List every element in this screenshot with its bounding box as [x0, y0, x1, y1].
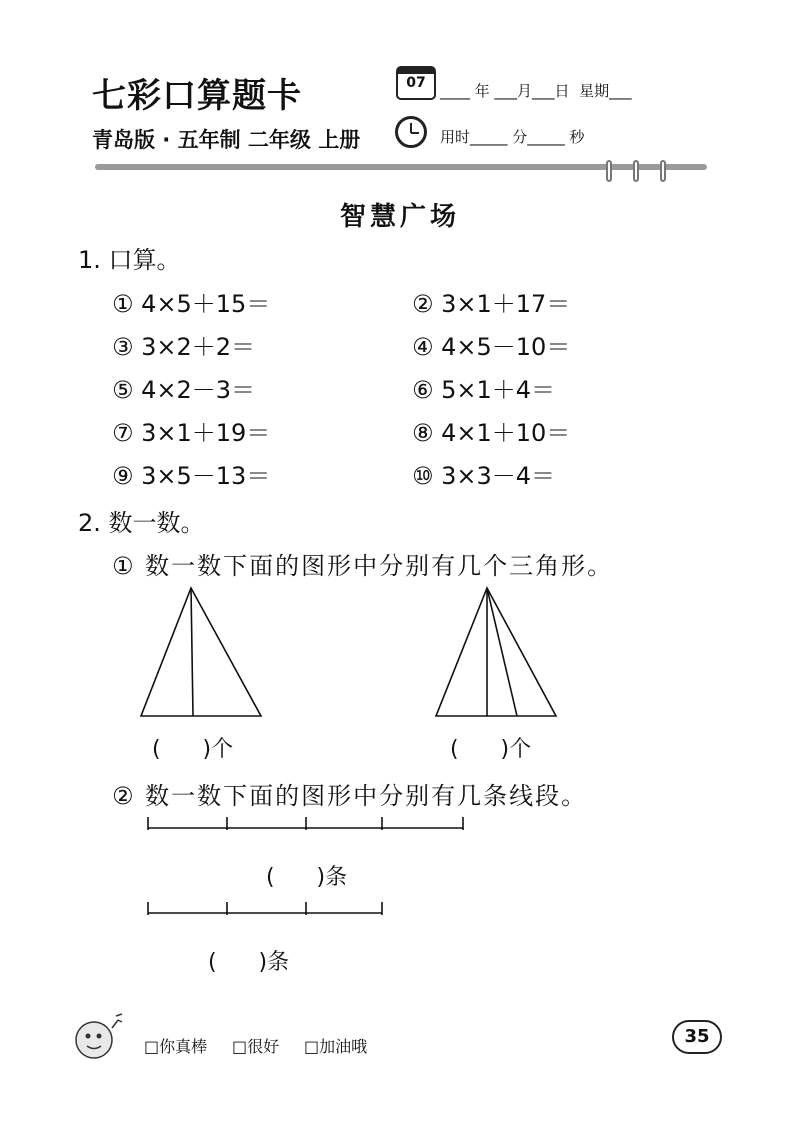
subquestion-segments: ② 数一数下面的图形中分别有几条线段。 [112, 782, 588, 810]
answer-blank-triangles-1[interactable]: ( )个 [152, 737, 234, 762]
time-line: 用时_____ 分_____ 秒 [440, 128, 585, 146]
triangle-figure-2 [436, 588, 556, 716]
problem-9: ⑨ 3×5－13＝ [112, 462, 271, 490]
rating-option-great[interactable]: □你真棒 [144, 1037, 208, 1056]
brand-title: 七彩口算题卡 [92, 76, 302, 116]
problem-6: ⑥ 5×1＋4＝ [412, 376, 556, 404]
question-1-heading: 1. 口算。 [78, 246, 181, 274]
problem-4: ④ 4×5－10＝ [412, 333, 571, 361]
question-2-heading: 2. 数一数。 [78, 509, 205, 537]
answer-blank-segments-2[interactable]: ( )条 [208, 950, 290, 975]
subquestion-triangles: ① 数一数下面的图形中分别有几个三角形。 [112, 552, 614, 580]
segment-figure-1 [148, 817, 463, 830]
rating-option-keep-going[interactable]: □加油哦 [304, 1037, 368, 1056]
edition-label: 青岛版 · 五年制 二年级 上册 [92, 128, 361, 152]
page-title: 智慧广场 [339, 202, 460, 232]
answer-blank-triangles-2[interactable]: ( )个 [450, 737, 532, 762]
problem-3: ③ 3×2＋2＝ [112, 333, 256, 361]
problem-5: ⑤ 4×2－3＝ [112, 376, 256, 404]
problem-8: ⑧ 4×1＋10＝ [412, 419, 571, 447]
date-line: ____ 年 ___月___日 星期___ [440, 82, 632, 100]
problem-10: ⑩ 3×3－4＝ [412, 462, 556, 490]
problem-1: ① 4×5＋15＝ [112, 290, 271, 318]
problem-7: ⑦ 3×1＋19＝ [112, 419, 271, 447]
segment-figure-2 [148, 902, 382, 915]
calendar-day: 07 [406, 75, 426, 91]
answer-blank-segments-1[interactable]: ( )条 [266, 865, 348, 890]
problem-2: ② 3×1＋17＝ [412, 290, 571, 318]
triangle-figure-1 [141, 588, 261, 716]
page-number: 35 [672, 1020, 722, 1054]
mascot-icon [68, 1010, 128, 1066]
rating-option-good[interactable]: □很好 [232, 1037, 280, 1056]
